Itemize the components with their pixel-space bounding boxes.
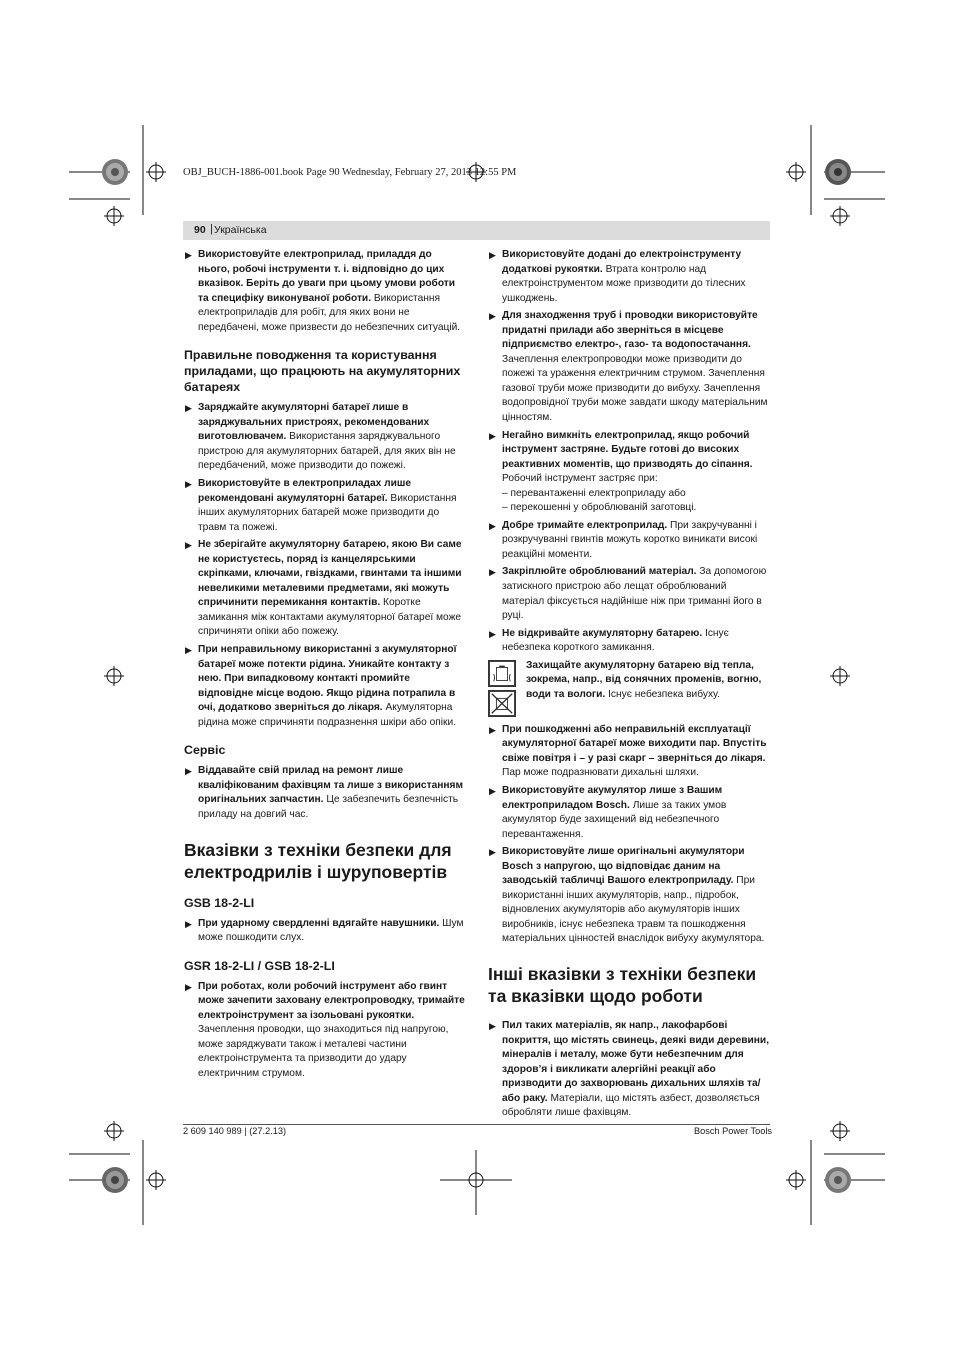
bullet-arrow-icon: ▶ — [489, 847, 496, 858]
page-header — [183, 221, 770, 240]
safety-item: ▶ При роботах, коли робочий інструмент або гвинт може зачепити заховану електропроводку, тримайте електроінструмент за ізольовані рукоятки. Зачеплення проводки, що знаходиться під напругою, може заряджувати також і металеві частини електроінструмента та призводити до удару електричним струмом. — [185, 980, 465, 1079]
brand-label: Bosch Power Tools — [694, 1126, 772, 1136]
safety-item: ▶ При ударному свердленні вдягайте навушники. Шум може пошкодити слух. — [185, 917, 464, 944]
bullet-arrow-icon: ▶ — [489, 567, 496, 578]
dash-line: – перевантаженні електроприладу або — [502, 487, 686, 499]
bullet-arrow-icon: ▶ — [185, 250, 192, 260]
dash-line: – перекошенні у оброблюваній заготовці. — [502, 502, 697, 514]
page-number: 90 — [194, 224, 206, 236]
safety-item: ▶ Віддавайте свій прилад на ремонт лише кваліфікованим фахівцям та лише з використанням оригінальних запчастин. Це забезпечить безпечність приладу на довгий час. — [185, 765, 464, 820]
safety-item: ▶ Використовуйте електроприлад, приладдя до нього, робочі інструменти т. і. відповідно до цих вказівок. Беріть до уваги при цьому умови роботи та специфіку виконуваної роботи. Використання електроприладів для робіт, для яких вони не передбачені, може призвести до небезпечних ситуацій. — [185, 249, 461, 333]
safety-item: ▶ Пил таких матеріалів, як напр., лакофарбові покриття, що містять свинець, деякі види деревини, мінералів і металу, може бути небезпечним для здоров’я і викликати алергійні реакції або призводити до захворювань дихальних шляхів та/або раку. Матеріали, що містять азбест, дозволяється обробляти лише фахівцям. — [489, 1019, 770, 1119]
bullet-arrow-icon: ▶ — [185, 981, 192, 992]
bullet-arrow-icon: ▶ — [489, 724, 496, 735]
warning-icon-item: Захищайте акумуляторну батарею від тепла, зокрема, напр., від сонячних променів, вогню, води та вологи. Існує небезпека вибуху. — [488, 659, 770, 717]
safety-item: ▶ Не зберігайте акумуляторну батарею, якою Ви саме не користуєтесь, поряд із канцелярськими скріпками, ключами, гвіздками, гвинтами та іншими невеликими металевими предметами, які можуть спричинити перемикання контактів. Коротке замикання між контактами акумуляторної батареї може спричиняти опіки або пожежу. — [185, 539, 462, 638]
no-water-icon — [488, 690, 516, 717]
bullet-arrow-icon: ▶ — [489, 311, 496, 322]
safety-item: ▶ Добре тримайте електроприлад. При закручуванні і розкручуванні гвинтів можуть коротко виникати високі реакційні моменти. — [489, 519, 758, 560]
section-title-other: Інші вказівки з техніки безпеки та вказівки щодо роботи — [488, 963, 757, 1006]
safety-item: ▶ Використовуйте лише оригінальні акумулятори Bosch з напругою, що відповідає даним на заводській табличці Вашого електроприладу. При використанні інших акумуляторів, напр., підробок, відновлених акумуляторів або акумуляторів інших виробників, існує небезпека травм та пошкодження матеріальних цінностей внаслідок вибуху акумулятора. — [489, 846, 765, 945]
printer-slug: OBJ_BUCH-1886-001.book Page 90 Wednesday, February 27, 2013 12:55 PM — [183, 167, 517, 178]
bullet-arrow-icon: ▶ — [185, 645, 192, 656]
bullet-arrow-icon: ▶ — [489, 430, 496, 441]
bullet-arrow-icon: ▶ — [185, 403, 192, 414]
bullet-arrow-icon: ▶ — [489, 628, 496, 639]
safety-item: ▶ Не відкривайте акумуляторну батарею. Існує небезпека короткого замикання. — [489, 627, 729, 654]
right-column — [488, 248, 770, 1124]
safety-item: ▶ Використовуйте додані до електроінструменту додаткові рукоятки. Втрата контролю над електроінструментом може призводити до тілесних ушкоджень. — [489, 249, 746, 304]
safety-item: ▶ Використовуйте акумулятор лише з Вашим електроприладом Bosch. Лише за таких умов акумулятор буде захищений від небезпечного перевантаження. — [489, 784, 727, 840]
left-column — [184, 248, 466, 1084]
section-title-drills: Вказівки з техніки безпеки для електродрилів і шуруповертів — [184, 839, 452, 882]
model-heading: GSB 18-2-LI — [184, 895, 255, 910]
bullet-arrow-icon: ▶ — [185, 766, 192, 777]
safety-item: ▶ Використовуйте в електроприладах лише рекомендовані акумуляторні батареї. Використання інших акумуляторних батарей може призводити до травм та пожежі. — [185, 478, 457, 533]
safety-item: ▶ Для знаходження труб і проводки використовуйте придатні прилади або зверніться в місцеве підприємство електро-, газо- та водопостачання. Зачеплення електропроводки може призводити до пожежі та ураження електричним струмом. Зачеплення газової труби може призводити до вибуху. Зачеплення водопровідної труби може завдати шкоду матеріальним цінностям. — [489, 310, 768, 424]
model-heading: GSR 18-2-LI / GSB 18-2-LI — [184, 958, 335, 973]
safety-item: ▶ Заряджайте акумуляторні батареї лише в заряджувальних пристроях, рекомендованих виготовлювачем. Використання заряджувального пристрою для акумуляторних батарей, для яких він не передбачений, може призводити до пожежі. — [185, 402, 456, 472]
safety-item: ▶ Закріплюйте оброблюваний матеріал. За допомогою затискного пристрою або лещат оброблюваний матеріал фіксується надійніше ніж при триманні його в руці. — [489, 566, 767, 622]
bullet-arrow-icon: ▶ — [185, 540, 192, 551]
bullet-arrow-icon: ▶ — [489, 520, 496, 531]
language-label: Українська — [214, 224, 267, 236]
bullet-arrow-icon: ▶ — [489, 785, 496, 796]
header-separator: | — [210, 223, 213, 235]
document-number: 2 609 140 989 | (27.2.13) — [183, 1126, 287, 1136]
section-heading-battery: Правильне поводження та користування приладами, що працюють на акумуляторних батареях — [184, 348, 461, 395]
heat-battery-warning-icon — [488, 660, 516, 687]
safety-item: ▶ Негайно вимкніть електроприлад, якщо робочий інструмент застряне. Будьте готові до високих реактивних моментів, що призводять до сіпання. Робочий інструмент застряє при: – перевантаженні електроприладу або – перекошенні у оброблюваній заготовці. — [488, 429, 770, 516]
footer-rule — [183, 1124, 770, 1125]
section-heading-service: Сервіс — [184, 743, 226, 758]
safety-item: ▶ При неправильному використанні з акумуляторної батареї може потекти рідина. Уникайте контакту з нею. При випадковому контакті промийте відповідне місце водою. Якщо рідина потрапила в очі, додатково зверніться до лікаря. Акумуляторна рідина може спричиняти подразнення шкіри або опіки. — [185, 644, 457, 728]
bullet-arrow-icon: ▶ — [489, 250, 496, 260]
bullet-arrow-icon: ▶ — [185, 479, 192, 490]
safety-item: ▶ При пошкодженні або неправильній експлуатації акумуляторної батареї може виходити пар. Впустіть свіже повітря і – у разі скарг – зверніться до лікаря. Пар може подразнювати дихальні шляхи. — [489, 723, 767, 779]
bullet-arrow-icon: ▶ — [185, 918, 192, 929]
bullet-arrow-icon: ▶ — [489, 1020, 496, 1031]
